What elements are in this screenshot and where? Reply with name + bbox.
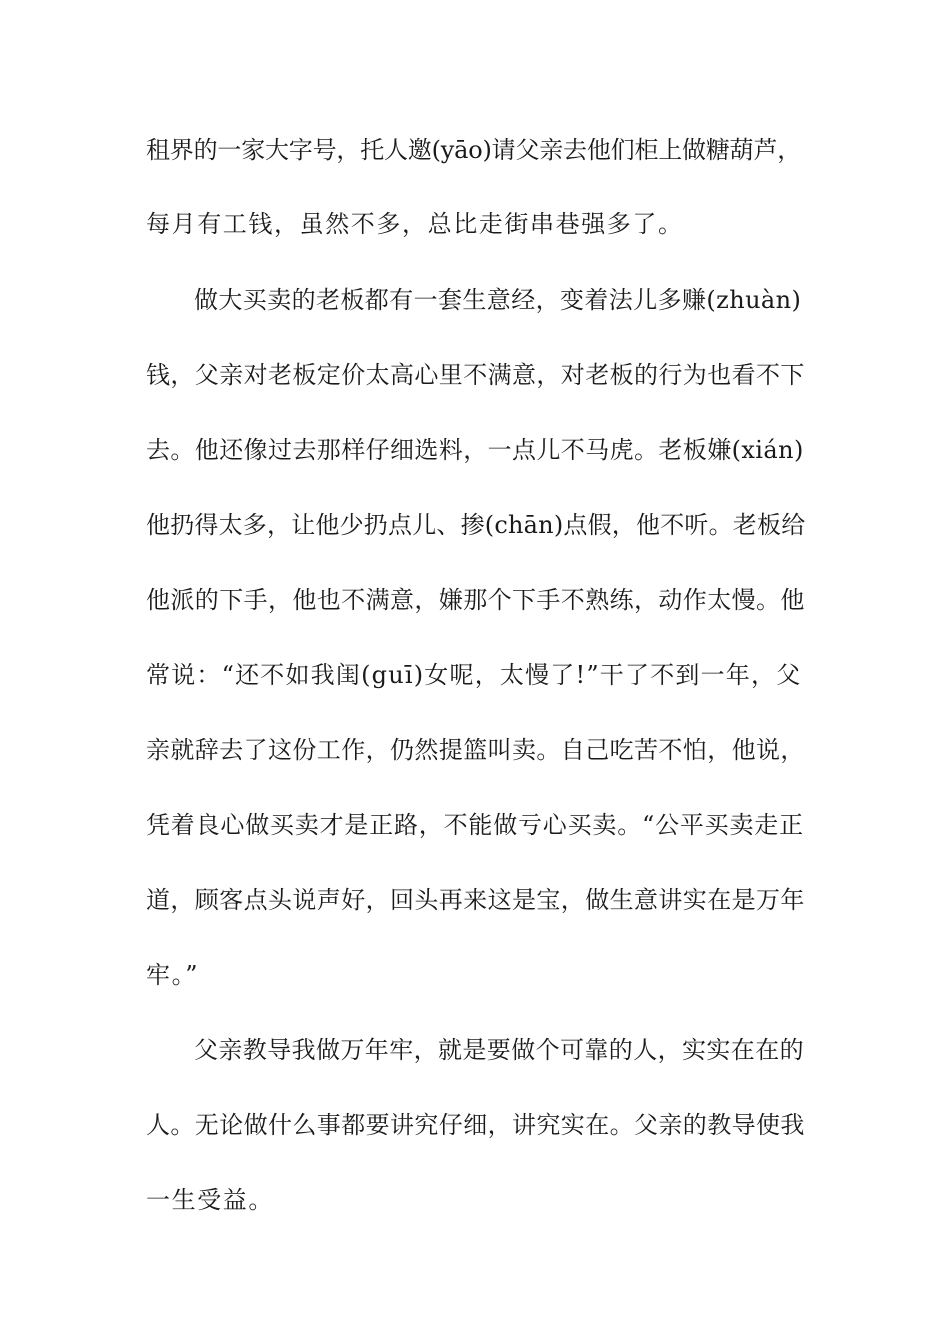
text-line: 常说：“还不如我闺(guī)女呢，太慢了!”干了不到一年，父 xyxy=(146,661,802,689)
text-line: 凭着良心做买卖才是正路，不能做亏心买卖。“公平买卖走正 xyxy=(146,811,804,839)
text-line: 租界的一家大字号，托人邀(yāo)请父亲去他们柜上做糖葫芦， xyxy=(146,136,802,164)
text-line: 牢。” xyxy=(146,961,200,989)
text-line: 去。他还像过去那样仔细选料，一点儿不马虎。老板嫌(xián) xyxy=(146,436,804,464)
text-line: 他扔得太多，让他少扔点儿、掺(chān)点假，他不听。老板给 xyxy=(146,511,806,539)
paragraph-start-line: 父亲教导我做万年牢，就是要做个可靠的人，实实在在的 xyxy=(194,1036,804,1064)
text-line: 人。无论做什么事都要讲究仔细，讲究实在。父亲的教导使我 xyxy=(146,1111,805,1139)
text-line: 道，顾客点头说声好，回头再来这是宝，做生意讲实在是万年 xyxy=(146,886,805,914)
text-line: 一生受益。 xyxy=(146,1186,274,1214)
text-line: 他派的下手，他也不满意，嫌那个下手不熟练，动作太慢。他 xyxy=(146,586,805,614)
text-line: 每月有工钱，虽然不多，总比走街串巷强多了。 xyxy=(146,210,684,238)
text-line: 亲就辞去了这份工作，仍然提篮叫卖。自己吃苦不怕，他说， xyxy=(146,736,805,764)
paragraph-start-line: 做大买卖的老板都有一套生意经，变着法儿多赚(zhuàn) xyxy=(194,286,802,314)
text-line: 钱，父亲对老板定价太高心里不满意，对老板的行为也看不下 xyxy=(146,361,805,389)
